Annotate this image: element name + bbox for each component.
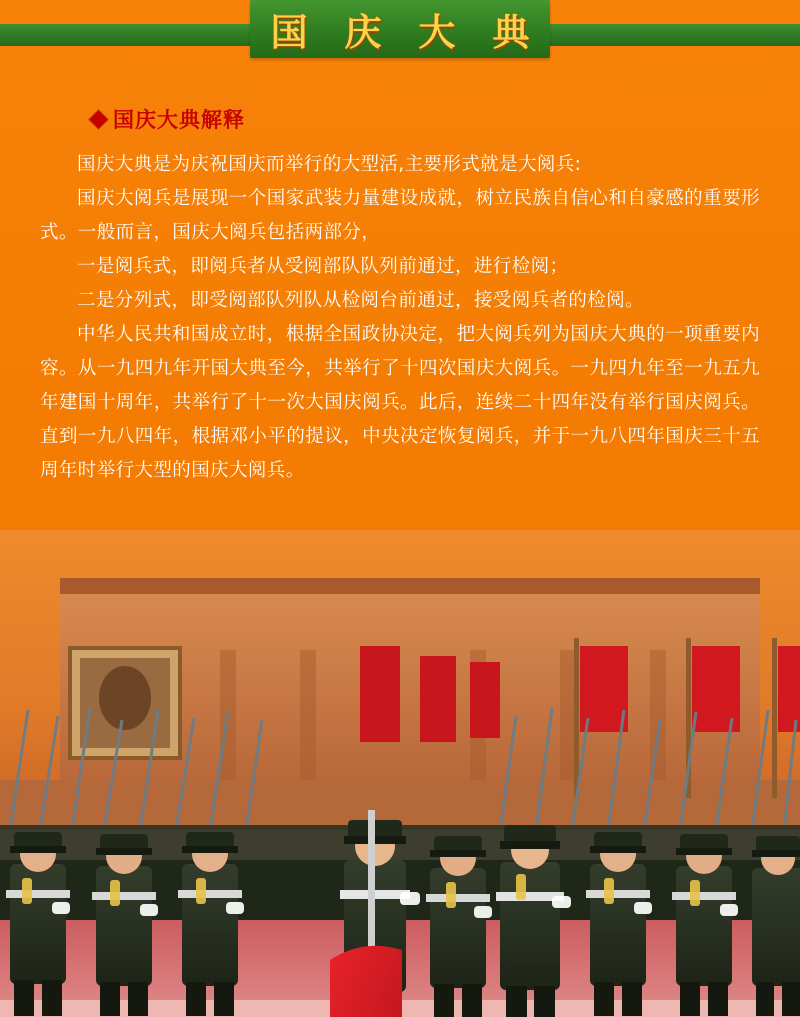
ribbon-left-tail bbox=[0, 24, 262, 46]
section-title: 国庆大典解释 bbox=[113, 108, 245, 132]
page-banner bbox=[0, 0, 800, 62]
banner-title-plate bbox=[250, 0, 550, 58]
paragraph-1: 国庆大典是为庆祝国庆而举行的大型活,主要形式就是大阅兵: bbox=[77, 154, 582, 175]
paragraph-4: 二是分列式，即受阅部队列队从检阅台前通过，接受阅兵者的检阅。 bbox=[77, 290, 645, 311]
paragraph-5: 中华人民共和国成立时，根据全国政协决定，把大阅兵列为国庆大典的一项重要内容。从一九四九年开国大典至今，共举行了十四次国庆大阅兵。一九四九年至一九五九年建国十周年，共举行了十一次大国庆阅兵。此后，连续二十四年没有举行国庆阅兵。直到一九八四年，根据邓小平的提议，中央决定恢复阅兵，并于一九八四年国庆三十五周年时举行大型的国庆大阅兵。 bbox=[40, 324, 760, 481]
article-body bbox=[0, 62, 800, 488]
paragraph-2: 国庆大阅兵是展现一个国家武装力量建设成就，树立民族自信心和自豪感的重要形式。一般而言，国庆大阅兵包括两部分， bbox=[40, 188, 760, 243]
section-heading bbox=[92, 104, 760, 134]
paragraph-3: 一是阅兵式，即阅兵者从受阅部队队列前通过，进行检阅； bbox=[77, 256, 569, 277]
page-title: 国 庆 大 典 bbox=[270, 10, 542, 54]
parade-photo bbox=[0, 530, 800, 1017]
diamond-icon bbox=[89, 110, 107, 128]
ribbon-right-tail bbox=[538, 24, 800, 46]
